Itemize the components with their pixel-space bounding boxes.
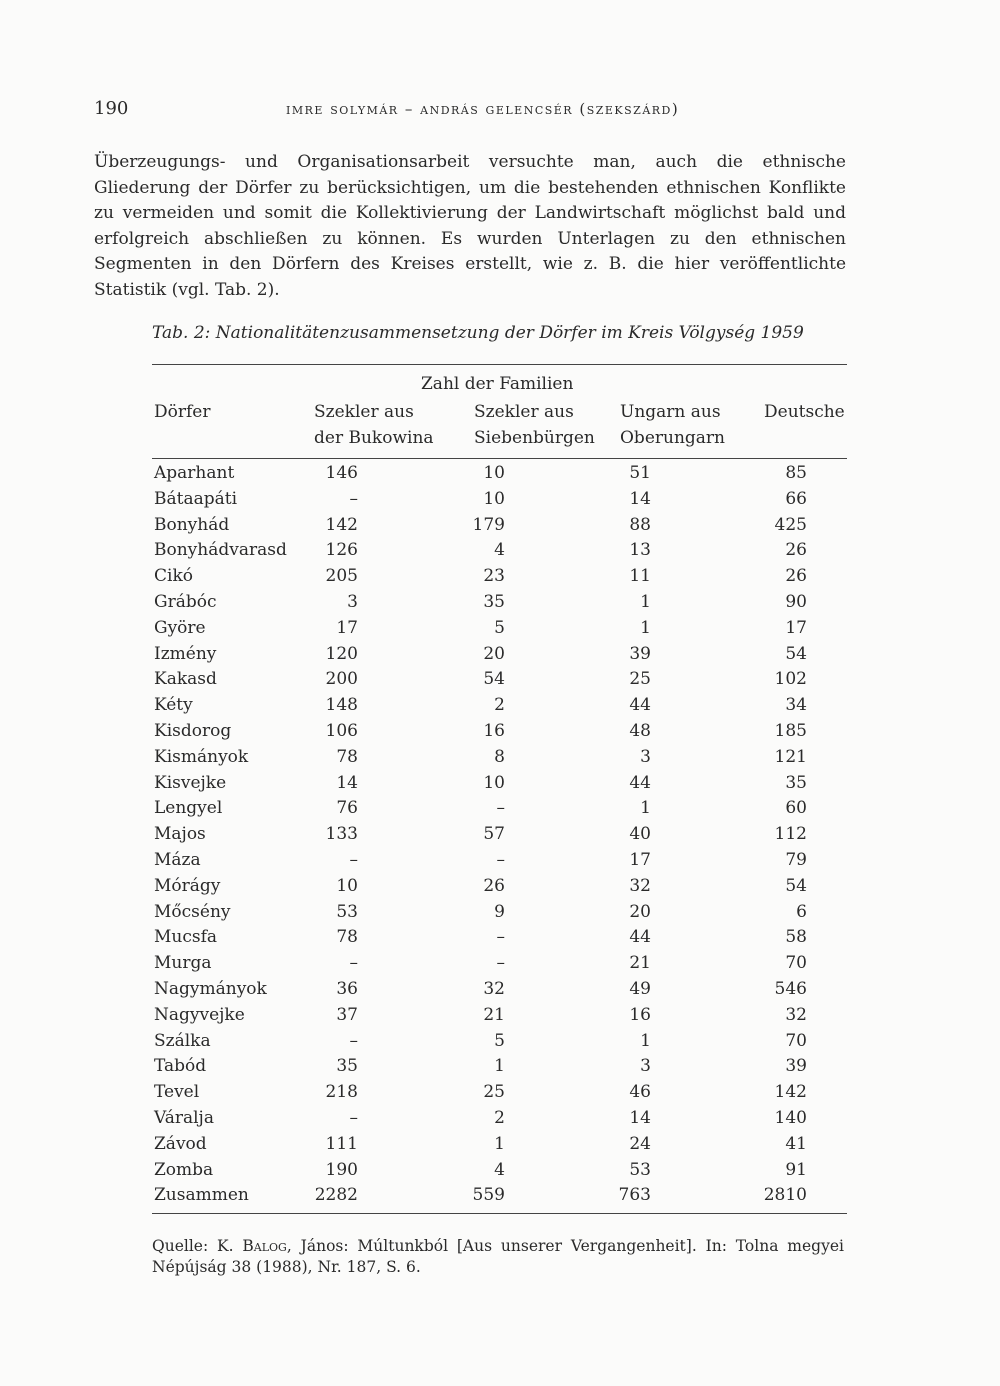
cell-siebenbuergen: 9 [494,901,505,922]
cell-siebenbuergen: 1 [494,1056,505,1077]
source-prefix: Quelle: K. [152,1237,243,1255]
cell-siebenbuergen: 2 [494,1107,505,1128]
cell-village: Mórágy [154,875,221,896]
cell-village: Závod [154,1133,207,1154]
cell-siebenbuergen: – [496,927,505,948]
cell-deutsche: 91 [785,1159,807,1180]
cell-siebenbuergen: 5 [494,1030,505,1051]
table-total-row [152,1183,847,1209]
table-row [152,513,847,539]
table-row [152,848,847,874]
cell-siebenbuergen: 10 [483,772,505,793]
cell-siebenbuergen: 23 [483,566,505,587]
cell-village: Kéty [154,695,193,716]
cell-bukowina: 148 [325,695,358,716]
cell-village: Murga [154,953,212,974]
table-row [152,1158,847,1184]
table-row [152,538,847,564]
cell-oberungarn: 49 [629,978,651,999]
table-row [152,1029,847,1055]
cell-bukowina: 190 [325,1159,358,1180]
table-row [152,977,847,1003]
cell-oberungarn: 24 [629,1133,651,1154]
group-header: Zahl der Familien [421,374,574,394]
cell-village: Tabód [154,1056,207,1077]
cell-oberungarn: 53 [629,1159,651,1180]
table-row [152,667,847,693]
table-top-rule [152,364,847,365]
table-row [152,590,847,616]
cell-oberungarn: 17 [629,849,651,870]
cell-deutsche: 79 [785,849,807,870]
col-header-siebenbuergen-2: Siebenbürgen [474,428,595,448]
cell-deutsche: 90 [785,591,807,612]
cell-oberungarn: 763 [618,1185,651,1206]
table-row [152,461,847,487]
col-header-oberungarn-1: Ungarn aus [620,402,721,422]
cell-deutsche: 121 [774,746,807,767]
cell-siebenbuergen: 4 [494,540,505,561]
table-row [152,822,847,848]
cell-oberungarn: 51 [629,463,651,483]
cell-deutsche: 66 [785,488,807,509]
cell-siebenbuergen: 20 [483,643,505,664]
cell-bukowina: – [349,849,358,870]
cell-siebenbuergen: – [496,798,505,819]
cell-deutsche: 17 [785,617,807,638]
page-number: 190 [94,98,129,119]
col-header-bukowina-1: Szekler aus [314,402,414,422]
table-row [152,771,847,797]
cell-village: Aparhant [154,463,235,483]
table-caption: Tab. 2: Nationalitätenzusammensetzung der Dörfer im Kreis Völgység 1959 [152,323,804,343]
table-row [152,1054,847,1080]
cell-village: Majos [154,824,206,845]
col-header-bukowina-2: der Bukowina [314,428,434,448]
cell-bukowina: 205 [325,566,358,587]
cell-village: Mucsfa [154,927,218,948]
cell-oberungarn: 1 [640,1030,651,1051]
table-row [152,796,847,822]
source-author: Balog [242,1237,287,1255]
cell-oberungarn: 88 [629,514,651,535]
cell-deutsche: 142 [774,1082,807,1103]
cell-siebenbuergen: 10 [483,463,505,483]
table-row [152,487,847,513]
cell-siebenbuergen: 54 [483,669,505,690]
table-row [152,564,847,590]
cell-siebenbuergen: 21 [483,1004,505,1025]
cell-bukowina: 14 [336,772,358,793]
cell-deutsche: 85 [785,463,807,483]
cell-bukowina: 142 [325,514,358,535]
table-row [152,900,847,926]
cell-bukowina: 120 [325,643,358,664]
cell-siebenbuergen: 179 [472,514,505,535]
cell-deutsche: 140 [774,1107,807,1128]
table-row [152,1132,847,1158]
cell-village: Mőcsény [154,901,231,922]
cell-village: Zusammen [154,1185,249,1206]
cell-oberungarn: 44 [629,772,651,793]
cell-bukowina: – [349,488,358,509]
cell-village: Bátaapáti [154,488,238,509]
cell-bukowina: 218 [325,1082,358,1103]
cell-deutsche: 6 [796,901,807,922]
cell-bukowina: – [349,1107,358,1128]
cell-oberungarn: 39 [629,643,651,664]
cell-siebenbuergen: 4 [494,1159,505,1180]
table-row [152,925,847,951]
cell-bukowina: 2282 [314,1185,358,1206]
cell-siebenbuergen: – [496,849,505,870]
cell-village: Tevel [154,1082,200,1103]
cell-bukowina: 37 [336,1004,358,1025]
cell-bukowina: 35 [336,1056,358,1077]
cell-siebenbuergen: 26 [483,875,505,896]
cell-oberungarn: 1 [640,617,651,638]
cell-deutsche: 35 [785,772,807,793]
cell-siebenbuergen: 559 [472,1185,505,1206]
cell-village: Bonyhádvarasd [154,540,287,561]
cell-deutsche: 41 [785,1133,807,1154]
cell-village: Kisvejke [154,772,227,793]
cell-deutsche: 70 [785,953,807,974]
cell-bukowina: 53 [336,901,358,922]
cell-deutsche: 26 [785,566,807,587]
cell-deutsche: 32 [785,1004,807,1025]
table-row [152,951,847,977]
cell-bukowina: 111 [325,1133,358,1154]
cell-oberungarn: 21 [629,953,651,974]
cell-oberungarn: 25 [629,669,651,690]
cell-bukowina: 17 [336,617,358,638]
cell-deutsche: 39 [785,1056,807,1077]
cell-oberungarn: 1 [640,591,651,612]
table-row [152,1080,847,1106]
cell-deutsche: 425 [774,514,807,535]
cell-siebenbuergen: 35 [483,591,505,612]
cell-bukowina: 200 [325,669,358,690]
table-row [152,719,847,745]
cell-village: Györe [154,617,206,638]
cell-bukowina: – [349,953,358,974]
cell-oberungarn: 46 [629,1082,651,1103]
table-row [152,745,847,771]
cell-village: Grábóc [154,591,217,612]
cell-bukowina: 126 [325,540,358,561]
cell-village: Kakasd [154,669,217,690]
cell-deutsche: 70 [785,1030,807,1051]
cell-oberungarn: 11 [629,566,651,587]
cell-village: Máza [154,849,201,870]
table-body [152,461,847,1209]
cell-oberungarn: 20 [629,901,651,922]
cell-deutsche: 54 [785,875,807,896]
cell-oberungarn: 3 [640,746,651,767]
table-row [152,642,847,668]
cell-village: Szálka [154,1030,211,1051]
cell-siebenbuergen: 8 [494,746,505,767]
source-note [152,1236,844,1278]
table-row [152,693,847,719]
cell-oberungarn: 40 [629,824,651,845]
cell-siebenbuergen: 2 [494,695,505,716]
cell-siebenbuergen: 1 [494,1133,505,1154]
cell-oberungarn: 14 [629,488,651,509]
cell-bukowina: 78 [336,927,358,948]
cell-oberungarn: 14 [629,1107,651,1128]
cell-oberungarn: 3 [640,1056,651,1077]
cell-bukowina: 133 [325,824,358,845]
body-paragraph: Überzeugungs- und Organisationsarbeit versuchte man, auch die ethnische Gliederung der Dörfer zu berücksichtigen, um die bestehenden ethnischen Konflikte zu vermeiden und somit die Kollektivierung der Landwirtschaft möglichst bald und erfolgreich abschließen zu können. Es wurden Unterlagen zu den ethnischen Segmenten in den Dörfern des Kreises erstellt, wie z. B. die hier veröffentlichte Statistik (vgl. Tab. 2). [94,152,846,300]
cell-oberungarn: 16 [629,1004,651,1025]
cell-deutsche: 112 [774,824,807,845]
cell-village: Bonyhád [154,514,230,535]
table-row [152,874,847,900]
col-header-village: Dörfer [154,402,211,422]
cell-deutsche: 54 [785,643,807,664]
cell-village: Cikó [154,566,193,587]
cell-siebenbuergen: 5 [494,617,505,638]
cell-village: Kisdorog [154,720,232,741]
cell-village: Nagyvejke [154,1004,245,1025]
running-head: imre solymár – andrás gelencsér (szekszárd) [286,100,680,118]
table-header-rule [152,458,847,459]
cell-oberungarn: 13 [629,540,651,561]
cell-village: Izmény [154,643,217,664]
table-row [152,1106,847,1132]
col-header-siebenbuergen-1: Szekler aus [474,402,574,422]
cell-deutsche: 102 [774,669,807,690]
cell-oberungarn: 48 [629,720,651,741]
cell-village: Lengyel [154,798,223,819]
cell-bukowina: 3 [347,591,358,612]
cell-bukowina: 78 [336,746,358,767]
cell-siebenbuergen: 57 [483,824,505,845]
cell-deutsche: 185 [774,720,807,741]
cell-deutsche: 26 [785,540,807,561]
cell-bukowina: 106 [325,720,358,741]
cell-siebenbuergen: 10 [483,488,505,509]
col-header-deutsche: Deutsche [764,402,845,422]
cell-deutsche: 2810 [763,1185,807,1206]
col-header-oberungarn-2: Oberungarn [620,428,725,448]
cell-bukowina: 76 [336,798,358,819]
cell-oberungarn: 1 [640,798,651,819]
cell-oberungarn: 32 [629,875,651,896]
source-rest: , János: Múltunkból [Aus unserer Vergangenheit]. In: Tolna megyei Népújság 38 (1988), Nr. 187, S. 6. [152,1237,844,1276]
cell-village: Nagymányok [154,978,267,999]
cell-bukowina: 36 [336,978,358,999]
cell-deutsche: 546 [774,978,807,999]
cell-siebenbuergen: – [496,953,505,974]
table-row [152,1003,847,1029]
table-row [152,616,847,642]
cell-siebenbuergen: 25 [483,1082,505,1103]
cell-oberungarn: 44 [629,927,651,948]
cell-bukowina: 146 [325,463,358,483]
cell-deutsche: 58 [785,927,807,948]
cell-oberungarn: 44 [629,695,651,716]
cell-siebenbuergen: 16 [483,720,505,741]
cell-village: Kismányok [154,746,249,767]
cell-siebenbuergen: 32 [483,978,505,999]
cell-deutsche: 60 [785,798,807,819]
table-bottom-rule [152,1213,847,1214]
cell-village: Zomba [154,1159,214,1180]
cell-bukowina: – [349,1030,358,1051]
cell-village: Váralja [154,1107,214,1128]
cell-deutsche: 34 [785,695,807,716]
cell-bukowina: 10 [336,875,358,896]
